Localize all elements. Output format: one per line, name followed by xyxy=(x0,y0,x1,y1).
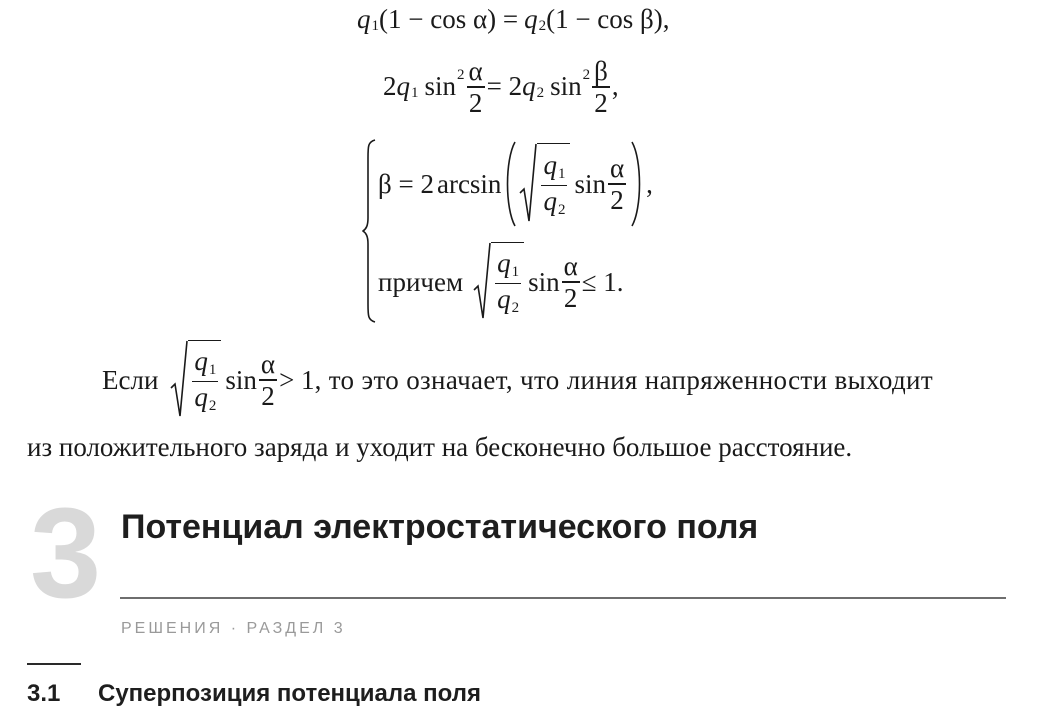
sqrt-inline: $\frac{q1}{q2}$ xyxy=(170,340,221,420)
chapter-kicker: РЕШЕНИЯ · РАЗДЕЛ 3 xyxy=(121,620,346,637)
right-paren xyxy=(630,140,644,228)
chapter-title: Потенциал электростатического поля xyxy=(121,508,759,546)
equation-3: β = 2 arcsin $\frac{q1}{q2}$ sin $\frac{\alpha}{2}$ , xyxy=(378,140,653,228)
section-title: Суперпозиция потенциала поля xyxy=(98,680,481,707)
system-brace xyxy=(362,138,378,324)
section-number: 3.1 xyxy=(27,680,61,707)
paragraph-lead: Если xyxy=(102,364,159,395)
paragraph-line-2: из положительного заряда и уходит на бесконечно большое расстояние. xyxy=(27,432,853,462)
sqrt-q1-q2-condition: $\frac{q1}{q2}$ xyxy=(473,242,524,322)
left-paren xyxy=(503,140,517,228)
equation-4: причем $\frac{q1}{q2}$ sin $\frac{\alpha}{2}$ ≤ 1. xyxy=(378,242,624,322)
equation-1: q 1 (1 − cos α) = q 2 (1 − cos β), xyxy=(357,4,670,34)
equation-2: 2 q 1 sin 2 $\frac{\alpha}{2}$ = 2 q 2 sin 2 $\frac{\beta}{2}$ , xyxy=(383,56,619,118)
chapter-divider xyxy=(120,597,1006,599)
eq4-word: причем xyxy=(378,266,464,297)
paragraph-tail: , то это означает, что линия напряженности выходит xyxy=(314,364,933,395)
sqrt-q1-q2: $\frac{q1}{q2}$ xyxy=(519,143,570,225)
section-divider xyxy=(27,663,81,665)
paragraph-line-1: Если $\frac{q1}{q2}$ sin $\frac{\alpha}{2}$ > 1 , то это означает, что линия напряженности выходит xyxy=(102,340,933,420)
chapter-number: 3 xyxy=(30,482,102,625)
